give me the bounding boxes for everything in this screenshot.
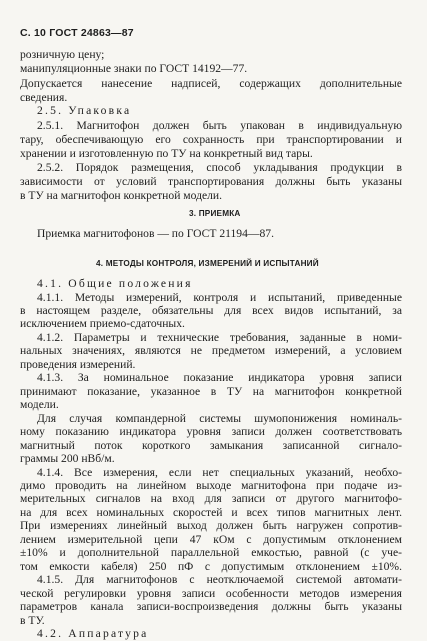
- text-line: модели.: [20, 398, 59, 412]
- text-line: димо проводить на линейном выходе магнитофона при подаче из-: [20, 478, 402, 492]
- text-line: хранении и изготовленную по ТУ на конкретный вид тары.: [20, 147, 313, 160]
- text-line: 4.1.1. Методы измерений, контроля и испытаний, приведенные: [37, 290, 402, 304]
- subsection-title: 4.1. Общие положения: [37, 277, 193, 290]
- text-line: принимают показание, указанное в ТУ на магнитофон конкретной: [20, 384, 402, 398]
- section-heading: 4. МЕТОДЫ КОНТРОЛЯ, ИЗМЕРЕНИЙ И ИСПЫТАНИЙ: [96, 259, 319, 268]
- text-line: тару, обеспечивающую его сохранность при транспортировании и: [20, 133, 402, 146]
- text-line: 4.1.2. Параметры и технические требования, заданные в номи-: [37, 330, 402, 344]
- text-line: 2.5.2. Порядок размещения, способ укладывания продукции в: [37, 161, 402, 174]
- text-line: в ТУ.: [20, 613, 45, 627]
- text-line: Для случая компандерной системы шумопонижения номиналь-: [37, 411, 402, 425]
- text-line: лением измерительной цепи 47 кОм с допустимым отклонением: [20, 532, 402, 546]
- text-line: 4.1.5. Для магнитофонов с неотключаемой системой автомати-: [37, 573, 402, 587]
- text-line: ±10% и дополнительной параллельной емкостью, равной (с уче-: [20, 546, 402, 560]
- text-line: магнитный поток короткого замыкания записанной сигнало-: [20, 438, 402, 452]
- text-line: исключением приемо-сдаточных.: [20, 317, 185, 331]
- text-line: При измерениях линейный выход должен быть нагружен сопротив-: [20, 519, 402, 533]
- text-line: 4.1.3. За номинальное показание индикатора уровня записи: [37, 371, 402, 385]
- text-line: манипуляционные знаки по ГОСТ 14192—77.: [20, 62, 248, 75]
- text-line: зависимости от условий транспортирования должны быть указаны: [20, 175, 402, 188]
- text-line: мерительных сигналов на вход для записи от другого магнитофо-: [20, 492, 402, 506]
- text-line: проведения измерений.: [20, 357, 136, 371]
- text-line: ному показанию индикатора уровня записи должен соответствовать: [20, 425, 402, 439]
- text-line: том емкости кабеля) 250 пФ с допустимым отклонением ±10%.: [20, 559, 402, 573]
- text-line: в настоящем разделе, обязательны для всех видов испытаний, за: [20, 303, 402, 317]
- text-line: ческой регулировки уровня записи особенности методов измерения: [20, 586, 402, 600]
- text-line: нальных значениях, являются не предметом измерений, а условием: [20, 344, 402, 358]
- text-line: граммы 200 нВб/м.: [20, 452, 115, 465]
- page-header: С. 10 ГОСТ 24863—87: [20, 27, 134, 39]
- text-line: в ТУ на магнитофон конкретной модели.: [20, 189, 223, 202]
- subsection-title: 4.2. Аппаратура: [37, 627, 149, 640]
- text-line: Приемка магнитофонов — по ГОСТ 21194—87.: [37, 227, 274, 240]
- text-line: Допускается нанесение надписей, содержащих дополнительные: [20, 77, 402, 90]
- text-line: розничную цену;: [20, 48, 105, 61]
- text-line: сведения.: [20, 91, 68, 104]
- section-heading: 3. ПРИЕМКА: [189, 209, 241, 218]
- text-line: 4.1.4. Все измерения, если нет специальных указаний, необхо-: [37, 465, 402, 479]
- text-line: параметров канала записи-воспроизведения должны быть указаны: [20, 600, 402, 614]
- subsection-title: 2.5. Упаковка: [37, 104, 132, 117]
- text-line: на для всех номинальных скоростей и всех типов магнитных лент.: [20, 505, 402, 519]
- text-line: 2.5.1. Магнитофон должен быть упакован в индивидуальную: [37, 119, 402, 132]
